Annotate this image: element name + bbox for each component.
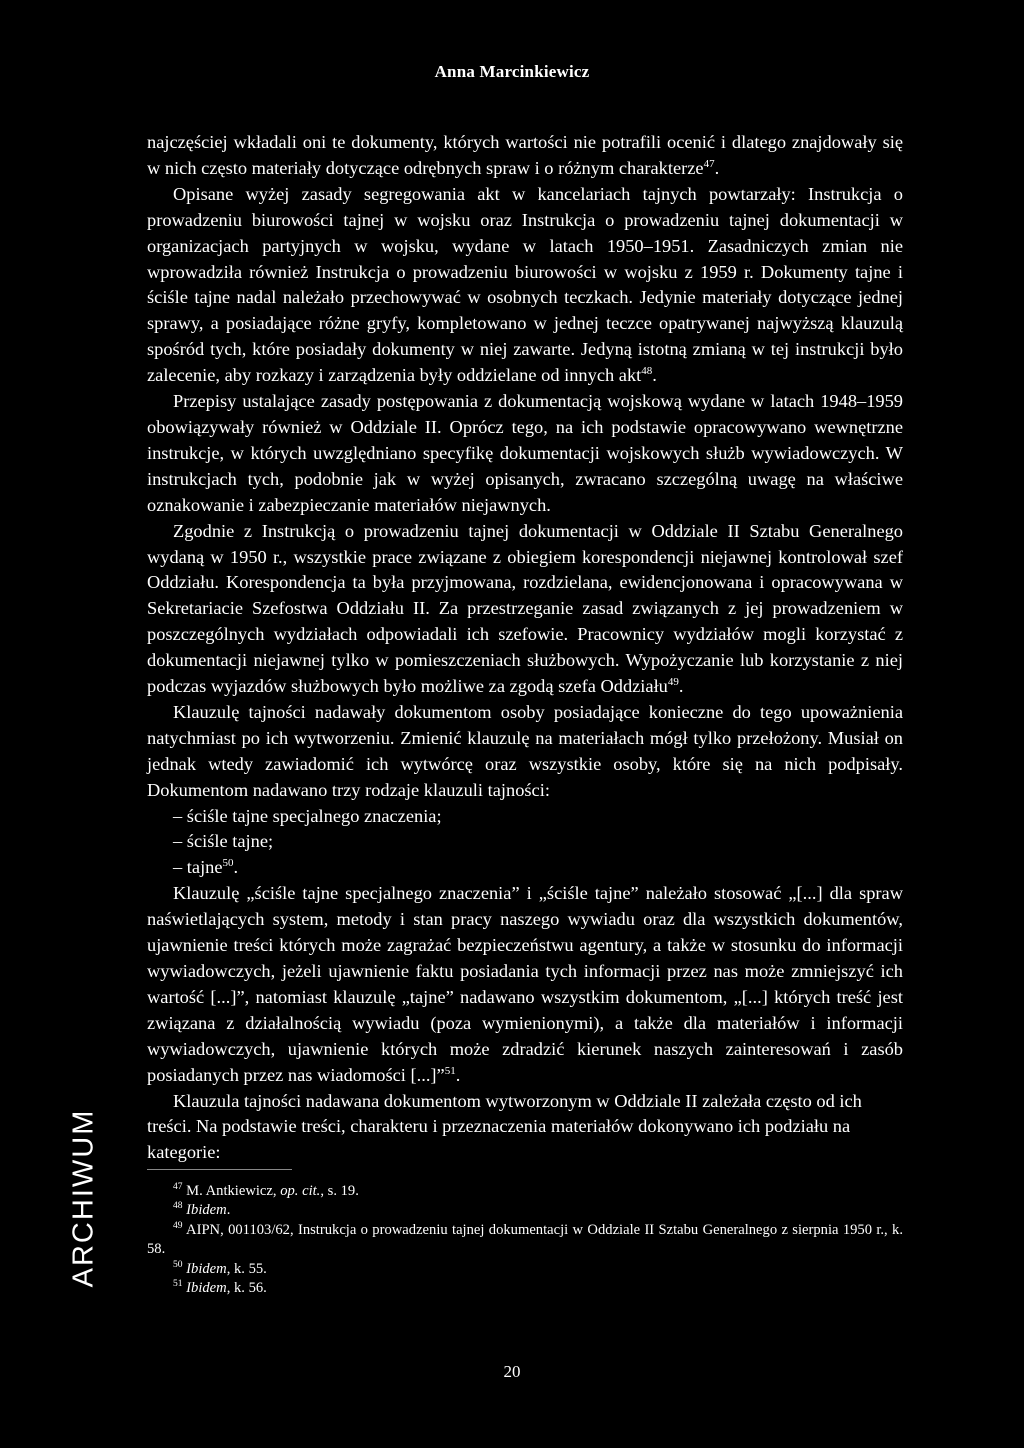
paragraph-3: Przepisy ustalające zasady postępowania z dokumentacją wojskową wydane w latach 1948–1959 obowiązywały również w Oddziale II. Oprócz tego, na ich podstawie opracowywano wewnętrzne instrukcje, w których uwzględniano specyfikę dokumentacji wojskowych służb wywiadowczych. W instrukcjach tych, podobnie jak w wyżej opisanych, zwracano szczególną uwagę na właściwe oznakowanie i zabezpieczanie materiałów niejawnych. bbox=[147, 391, 903, 515]
archiwum-side-label: ARCHIWUM bbox=[67, 1108, 100, 1288]
footnote-rest: , k. 56. bbox=[226, 1280, 267, 1297]
footnote-47 bbox=[147, 1182, 903, 1201]
footnote-text: AIPN, 001103/62, Instrukcja o prowadzeniu tajnej dokumentacji w Oddziale II Sztabu Generalnego z sierpnia 1950 r., k. 58. bbox=[147, 1221, 903, 1258]
footnote-italic: Ibidem bbox=[186, 1260, 227, 1277]
paragraph-4-text: Zgodnie z Instrukcją o prowadzeniu tajnej dokumentacji w Oddziale II Sztabu Generalnego wydaną w 1950 r., wszystkie prace związane z obiegiem korespondencji niejawnej kontrolował szef Oddziału. Korespondencja ta była przyjmowana, rozdzielana, ewidencjonowana i opracowywana w Sekretariacie Szefostwa Oddziału II. Za przestrzeganie zasad związanych z jej prowadzeniem w poszczególnych wydziałach odpowiadali ich szefowie. Pracownicy wydziałów mogli korzystać z dokumentacji niejawnej tylko w pomieszczeniach służbowych. Wypożyczanie lub korzystanie z niej podczas wyjazdów służbowych było możliwe za zgodą szefa Oddziału bbox=[147, 520, 903, 697]
footnote-rest: , k. 55. bbox=[226, 1260, 267, 1277]
list-item-3-end: . bbox=[233, 857, 239, 878]
footnote-49 bbox=[147, 1221, 903, 1260]
footnote-ref-48[interactable]: 48 bbox=[641, 365, 653, 378]
paragraph-7: Klauzula tajności nadawana dokumentom wytworzonym w Oddziale II zależała często od ich treści. Na podstawie treści, charakteru i przeznaczenia materiałów dokonywano ich podziału na kategorie: bbox=[147, 1090, 862, 1163]
footnote-italic: Ibidem bbox=[186, 1280, 227, 1297]
footnote-italic: op. cit. bbox=[280, 1183, 321, 1199]
footnote-rest: , s. 19. bbox=[320, 1183, 359, 1199]
paragraph-1-text: najczęściej wkładali oni te dokumenty, których wartości nie potrafili ocenić i dlatego znajdowały się w nich często materiały dotyczące odrębnych spraw i o różnym charakterze bbox=[147, 132, 903, 178]
footnote-ref-47[interactable]: 47 bbox=[703, 157, 715, 170]
footnote-number: 49 bbox=[173, 1220, 183, 1231]
paragraph-2-text: Opisane wyżej zasady segregowania akt w kancelariach tajnych powtarzały: Instrukcja o prowadzeniu biurowości tajnej w wojsku oraz Instrukcja o prowadzeniu tajnej dokumentacji w organizacjach partyjnych w wojsku, wydane w latach 1950–1951. Zasadniczych zmian nie wprowadziła również Instrukcja o prowadzeniu biurowości w wojsku z 1959 r. Dokumenty tajne i ściśle tajne nadal należało przechowywać w osobnych teczkach. Jedynie materiały dotyczące jednej sprawy, a posiadające różne gryfy, kompletowano w jednej teczce opatrywanej najwyższą klauzulą spośród tych, które posiadały dokumenty w niej zawarte. Jedyną istotną zmianą w tej instrukcji było zalecenie, aby rozkazy i zarządzenia były oddzielane od innych akt bbox=[147, 183, 903, 386]
paragraph-2-end: . bbox=[652, 365, 657, 386]
footnote-rest: . bbox=[226, 1202, 231, 1219]
footnote-number: 48 bbox=[173, 1201, 183, 1212]
footnote-number: 50 bbox=[173, 1259, 183, 1270]
footnote-text: M. Antkiewicz, bbox=[186, 1183, 281, 1199]
list-item-3-text: – tajne bbox=[173, 857, 223, 878]
paragraph-2 bbox=[147, 182, 903, 389]
footnote-ref-50[interactable]: 50 bbox=[222, 857, 234, 870]
footnote-number: 51 bbox=[173, 1279, 183, 1290]
footnote-separator bbox=[147, 1169, 292, 1170]
paragraph-1 bbox=[147, 130, 903, 182]
list-item-3 bbox=[147, 855, 903, 881]
paragraph-6-text: Klauzulę „ściśle tajne specjalnego znaczenia” i „ściśle tajne” należało stosować „[...] dla spraw naświetlających system, metody i stan pracy naszego wywiadu oraz dla wszystkich dokumentów, ujawnienie treści których może zagrażać bezpieczeństwu agentury, a także w stosunku do informacji wywiadowczych, jeżeli ujawnienie faktu posiadania tych informacji przez nas może zmniejszyć ich wartość [...]”, natomiast klauzulę „tajne” nadawano wszystkim dokumentom, „[...] których treść jest związana z działalnością wywiadu (poza wymienionymi), a także dla materiałów i informacji wywiadowczych, ujawnienie których może zdradzić kierunek naszych zainteresowań i zasób posiadanych przez nas wiadomości [...]” bbox=[147, 883, 903, 1085]
footnote-48 bbox=[147, 1201, 903, 1220]
running-header: Anna Marcinkiewicz bbox=[434, 62, 590, 81]
paragraph-6 bbox=[147, 881, 903, 1088]
footnote-ref-51[interactable]: 51 bbox=[444, 1064, 456, 1077]
footnote-number: 47 bbox=[173, 1182, 183, 1193]
paragraph-4-end: . bbox=[678, 676, 684, 697]
footnote-italic: Ibidem bbox=[186, 1202, 227, 1219]
list-item-1: – ściśle tajne specjalnego znaczenia; bbox=[173, 805, 442, 826]
page-number: 20 bbox=[503, 1362, 521, 1381]
footnote-ref-49[interactable]: 49 bbox=[667, 675, 679, 688]
list-item-2: – ściśle tajne; bbox=[173, 831, 274, 852]
footnote-50 bbox=[147, 1260, 903, 1279]
paragraph-1-end: . bbox=[714, 157, 720, 178]
main-text bbox=[147, 130, 903, 1166]
paragraph-5: Klauzulę tajności nadawały dokumentom osoby posiadające konieczne do tego upoważnienia natychmiast po ich wytworzeniu. Zmienić klauzulę na materiałach mógł tylko przełożony. Musiał on jednak wtedy zawiadomić ich wytwórcę oraz wszystkie osoby, które się na nich podpisały. Dokumentom nadawano trzy rodzaje klauzuli tajności: bbox=[147, 701, 903, 800]
footnotes bbox=[147, 1182, 903, 1298]
footnote-51 bbox=[147, 1279, 903, 1298]
paragraph-6-end: . bbox=[455, 1064, 461, 1085]
paragraph-4 bbox=[147, 519, 903, 700]
